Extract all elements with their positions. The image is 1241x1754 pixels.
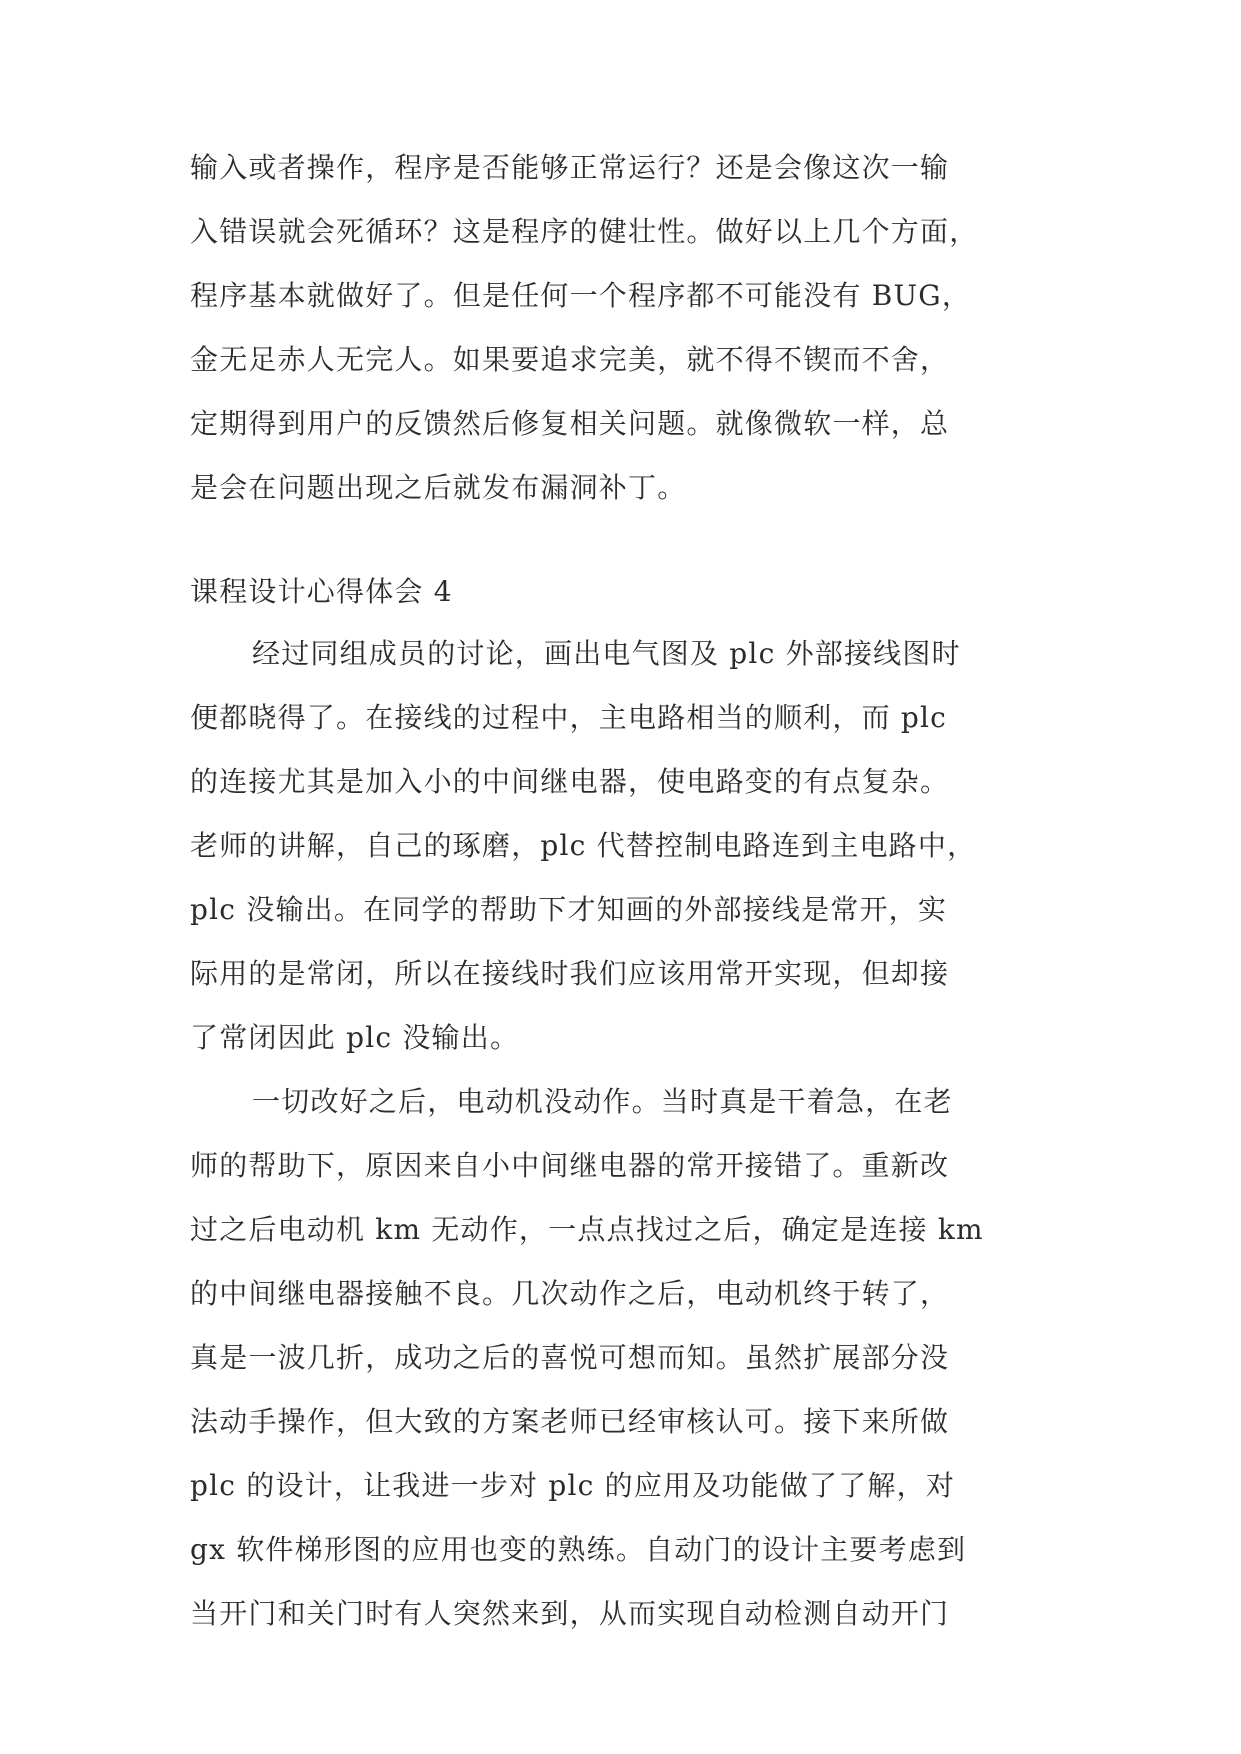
text-line: 老师的讲解，自己的琢磨，plc 代替控制电路连到主电路中， [190, 829, 977, 862]
text-line: 际用的是常闭，所以在接线时我们应该用常开实现，但却接 [190, 957, 950, 990]
text-line: 法动手操作，但大致的方案老师已经审核认可。接下来所做 [190, 1405, 950, 1438]
text-line: 了常闭因此 plc 没输出。 [190, 1021, 520, 1054]
text-line: 金无足赤人无完人。如果要追求完美，就不得不锲而不舍， [190, 343, 950, 376]
text-line: gx 软件梯形图的应用也变的熟练。自动门的设计主要考虑到 [190, 1533, 967, 1566]
text-line: 真是一波几折，成功之后的喜悦可想而知。虽然扩展部分没 [190, 1341, 950, 1374]
text-line: 定期得到用户的反馈然后修复相关问题。就像微软一样，总 [190, 407, 950, 440]
text-line: plc 没输出。在同学的帮助下才知画的外部接线是常开，实 [190, 893, 948, 926]
text-line: 是会在问题出现之后就发布漏洞补丁。 [190, 471, 687, 504]
text-line: 的中间继电器接触不良。几次动作之后，电动机终于转了， [190, 1277, 950, 1310]
section-heading: 课程设计心得体会 4 [190, 575, 453, 608]
text-line: 入错误就会死循环？这是程序的健壮性。做好以上几个方面， [190, 215, 979, 248]
text-line: 程序基本就做好了。但是任何一个程序都不可能没有 BUG， [190, 279, 972, 312]
text-line: 经过同组成员的讨论，画出电气图及 plc 外部接线图时 [252, 637, 961, 670]
text-line: 的连接尤其是加入小的中间继电器，使电路变的有点复杂。 [190, 765, 950, 798]
text-line: 输入或者操作，程序是否能够正常运行？还是会像这次一输 [190, 151, 950, 184]
text-line: 一切改好之后，电动机没动作。当时真是干着急，在老 [252, 1085, 953, 1118]
text-line: 便都晓得了。在接线的过程中，主电路相当的顺利，而 plc [190, 701, 948, 734]
text-line: 当开门和关门时有人突然来到，从而实现自动检测自动开门 [190, 1597, 950, 1630]
text-line: 师的帮助下，原因来自小中间继电器的常开接错了。重新改 [190, 1149, 950, 1182]
text-line: 过之后电动机 km 无动作，一点点找过之后，确定是连接 km [190, 1213, 984, 1246]
text-line: plc 的设计，让我进一步对 plc 的应用及功能做了了解，对 [190, 1469, 956, 1502]
